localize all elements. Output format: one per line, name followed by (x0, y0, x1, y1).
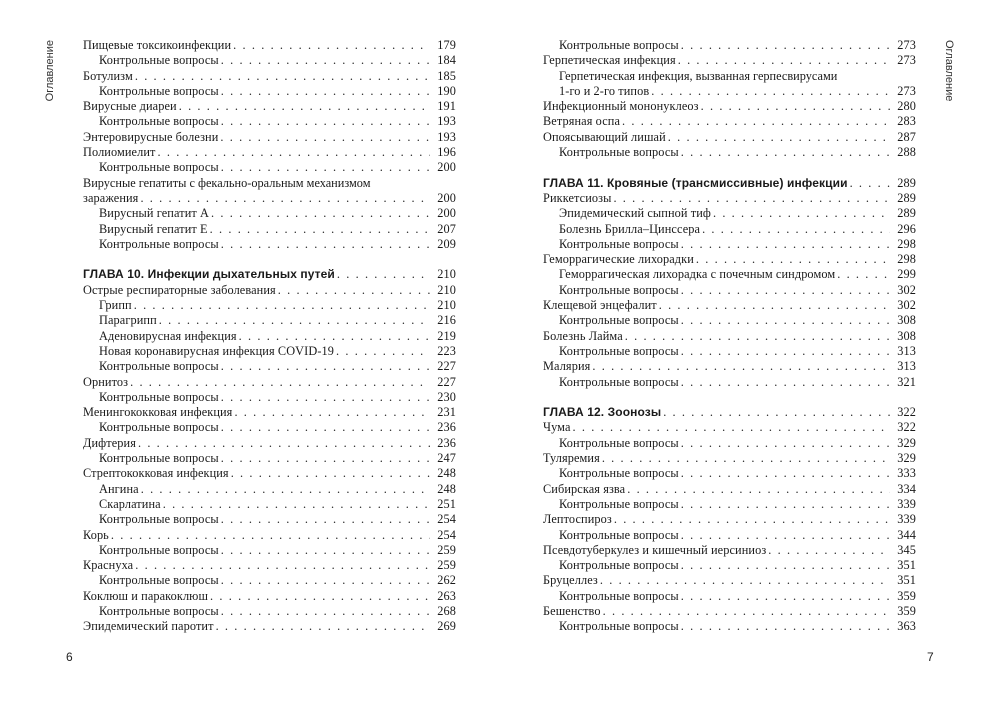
toc-entry[interactable] (83, 283, 456, 298)
toc-entry[interactable] (543, 466, 916, 481)
toc-entry-page: 219 (437, 328, 456, 343)
toc-entry[interactable] (543, 252, 916, 267)
toc-entry-title: Контрольные вопросы (99, 114, 219, 129)
toc-entry-title: Контрольные вопросы (559, 466, 679, 481)
toc-entry-title: Ангина (99, 481, 139, 496)
toc-entry-page: 298 (897, 236, 916, 251)
toc-entry[interactable] (83, 145, 456, 160)
toc-entry-page: 210 (437, 267, 456, 282)
toc-entry-page: 283 (897, 114, 916, 129)
toc-entry-page: 210 (437, 298, 456, 313)
toc-entry-page: 308 (897, 313, 916, 328)
toc-entry-page: 363 (897, 619, 916, 634)
toc-entry[interactable] (543, 84, 916, 99)
toc-entry-page: 227 (437, 359, 456, 374)
toc-entry-title: Орнитоз (83, 374, 129, 389)
section-gap (543, 160, 916, 175)
toc-entry-page: 334 (897, 481, 916, 496)
toc-entry-page: 313 (897, 359, 916, 374)
section-gap (83, 252, 456, 267)
toc-entry-page: 247 (437, 451, 456, 466)
toc-entry-title: Контрольные вопросы (99, 160, 219, 175)
toc-entry-page: 299 (897, 267, 916, 282)
toc-entry[interactable] (83, 206, 456, 221)
toc-entry[interactable] (83, 528, 456, 543)
toc-entry-page: 200 (437, 160, 456, 175)
toc-entry[interactable] (83, 69, 456, 84)
toc-chapter[interactable] (83, 267, 456, 282)
toc-entry-page: 289 (897, 175, 916, 190)
toc-entry-title: Опоясывающий лишай (543, 129, 666, 144)
toc-entry-title: Бешенство (543, 603, 601, 618)
toc-entry-title: заражения (83, 190, 139, 205)
toc-entry[interactable] (543, 191, 916, 206)
toc-entry-page: 298 (897, 252, 916, 267)
toc-entry[interactable] (83, 191, 456, 206)
toc-entry-page: 254 (437, 527, 456, 542)
toc-entry-page: 344 (897, 527, 916, 542)
toc-chapter-title: ГЛАВА 11. Кровяные (трансмиссивные) инфекции (543, 175, 848, 190)
toc-entry-title: Клещевой энцефалит (543, 298, 657, 313)
toc-entry-page: 179 (437, 38, 456, 52)
toc-entry-title: Эпидемический паротит (83, 619, 214, 634)
toc-entry-title: Вирусные диареи (83, 99, 177, 114)
toc-entry-title: Пищевые токсикоинфекции (83, 38, 232, 52)
toc-entry[interactable] (543, 436, 916, 451)
toc-entry-page: 236 (437, 435, 456, 450)
toc-entry-page: 248 (437, 466, 456, 481)
toc-entry-page: 210 (437, 282, 456, 297)
toc-entry[interactable] (543, 528, 916, 543)
toc-entry-page: 302 (897, 298, 916, 313)
toc-entry-title: Полиомиелит (83, 145, 156, 160)
toc-entry[interactable] (83, 390, 456, 405)
toc-entry[interactable] (543, 283, 916, 298)
toc-entry-title: Новая коронавирусная инфекция COVID-19 (99, 343, 335, 358)
toc-entry-title: Контрольные вопросы (99, 236, 219, 251)
toc-entry[interactable] (543, 512, 916, 527)
toc-entry[interactable] (83, 329, 456, 344)
toc-entry[interactable] (83, 160, 456, 175)
toc-entry-page: 321 (897, 374, 916, 389)
toc-entry-title: Аденовирусная инфекция (99, 328, 237, 343)
toc-entry-title-line: Вирусные гепатиты с фекально-оральным механизмом (83, 175, 371, 190)
toc-entry-page: 302 (897, 282, 916, 297)
toc-entry-page: 193 (437, 129, 456, 144)
toc-entry[interactable] (83, 482, 456, 497)
toc-entry-title: Герпетическая инфекция (543, 53, 676, 68)
toc-entry-page: 196 (437, 145, 456, 160)
toc-entry[interactable] (83, 53, 456, 68)
toc-entry-title: Контрольные вопросы (559, 343, 679, 358)
toc-entry-page: 200 (437, 190, 456, 205)
toc-entry[interactable] (543, 298, 916, 313)
toc-entry-title: Псевдотуберкулез и кишечный иерсиниоз (543, 542, 767, 557)
toc-entry-page: 296 (897, 221, 916, 236)
toc-entry-title: Туляремия (543, 451, 600, 466)
toc-entry-page: 190 (437, 83, 456, 98)
toc-entry-page: 230 (437, 389, 456, 404)
toc-entry-title: Менингококковая инфекция (83, 405, 233, 420)
toc-entry[interactable] (83, 619, 456, 634)
toc-entry-title: Контрольные вопросы (559, 588, 679, 603)
toc-entry[interactable] (543, 145, 916, 160)
toc-entry[interactable] (543, 497, 916, 512)
toc-entry-title: Геморрагические лихорадки (543, 252, 694, 267)
toc-entry[interactable] (543, 558, 916, 573)
toc-entry-title: Эпидемический сыпной тиф (559, 206, 711, 221)
toc-entry[interactable] (83, 497, 456, 512)
toc-entry[interactable] (543, 267, 916, 282)
toc-entry-page: 339 (897, 512, 916, 527)
toc-entry[interactable] (83, 313, 456, 328)
toc-entry-page: 231 (437, 405, 456, 420)
toc-entry-page: 345 (897, 542, 916, 557)
toc-entry-title: Стрептококковая инфекция (83, 466, 229, 481)
toc-entry-title: Корь (83, 527, 109, 542)
toc-entry[interactable] (543, 313, 916, 328)
toc-entry[interactable] (83, 436, 456, 451)
toc-entry-title: Чума (543, 420, 571, 435)
toc-entry-title: 1-го и 2-го типов (559, 83, 650, 98)
running-header-right: Оглавление (943, 40, 955, 102)
toc-entry-title: Контрольные вопросы (559, 145, 679, 160)
toc-entry[interactable] (83, 573, 456, 588)
toc-entry[interactable] (83, 114, 456, 129)
toc-entry[interactable] (83, 344, 456, 359)
toc-entry-title: Контрольные вопросы (559, 558, 679, 573)
toc-entry-title: Контрольные вопросы (99, 420, 219, 435)
toc-chapter[interactable] (543, 176, 916, 191)
toc-entry-page: 308 (897, 328, 916, 343)
toc-entry-title: Дифтерия (83, 435, 136, 450)
toc-entry[interactable] (83, 543, 456, 558)
toc-entry-page: 185 (437, 68, 456, 83)
toc-entry-page: 184 (437, 53, 456, 68)
toc-entry[interactable] (543, 543, 916, 558)
toc-entry[interactable] (543, 237, 916, 252)
toc-entry[interactable] (543, 451, 916, 466)
toc-entry[interactable] (543, 53, 916, 68)
page-number: 7 (927, 650, 934, 664)
toc-entry-page: 236 (437, 420, 456, 435)
toc-entry-title: Контрольные вопросы (559, 527, 679, 542)
toc-entry[interactable] (543, 38, 916, 53)
toc-entry-title: Контрольные вопросы (99, 603, 219, 618)
toc-entry[interactable] (543, 206, 916, 221)
section-gap (543, 390, 916, 405)
toc-entry-page: 207 (437, 221, 456, 236)
toc-entry-title: Контрольные вопросы (559, 435, 679, 450)
toc-entry[interactable] (83, 558, 456, 573)
toc-chapter-title: ГЛАВА 10. Инфекции дыхательных путей (83, 267, 335, 282)
toc-entry[interactable] (83, 298, 456, 313)
toc-entry-title: Болезнь Брилла–Цинссера (559, 221, 701, 236)
toc-entry-page: 254 (437, 512, 456, 527)
toc-entry-page: 259 (437, 558, 456, 573)
toc-entry-page: 329 (897, 435, 916, 450)
toc-entry-title: Контрольные вопросы (559, 236, 679, 251)
toc-entry[interactable] (543, 375, 916, 390)
toc-entry[interactable] (83, 237, 456, 252)
toc-entry-title: Контрольные вопросы (559, 313, 679, 328)
toc-entry-title: Коклюш и паракоклюш (83, 588, 209, 603)
toc-entry[interactable] (83, 420, 456, 435)
toc-entry-page: 273 (897, 38, 916, 52)
toc-entry-title: Контрольные вопросы (559, 282, 679, 297)
toc-entry-title: Скарлатина (99, 496, 161, 511)
toc-entry-page: 289 (897, 190, 916, 205)
toc-entry[interactable] (543, 222, 916, 237)
toc-entry-title: Бруцеллез (543, 573, 598, 588)
toc-entry-page: 313 (897, 343, 916, 358)
toc-entry-page: 209 (437, 236, 456, 251)
toc-entry-title-line: Герпетическая инфекция, вызванная герпесвирусами (559, 68, 838, 83)
toc-entry-title: Контрольные вопросы (99, 359, 219, 374)
toc-entry-title: Острые респираторные заболевания (83, 282, 276, 297)
toc-right (543, 38, 916, 635)
toc-entry[interactable] (543, 482, 916, 497)
page-number: 6 (66, 650, 73, 664)
toc-entry-title: Ботулизм (83, 68, 133, 83)
toc-entry-page: 200 (437, 206, 456, 221)
toc-entry[interactable] (83, 466, 456, 481)
toc-entry-page: 273 (897, 83, 916, 98)
toc-entry-page: 263 (437, 588, 456, 603)
toc-entry-title: Контрольные вопросы (559, 374, 679, 389)
toc-entry[interactable] (543, 420, 916, 435)
toc-entry-title: Геморрагическая лихорадка с почечным синдромом (559, 267, 836, 282)
toc-entry[interactable] (83, 604, 456, 619)
toc-entry-page: 280 (897, 99, 916, 114)
toc-entry-title: Риккетсиозы (543, 190, 612, 205)
toc-entry-title: Контрольные вопросы (99, 53, 219, 68)
toc-entry[interactable] (543, 573, 916, 588)
toc-entry-page: 288 (897, 145, 916, 160)
toc-entry-title: Контрольные вопросы (99, 83, 219, 98)
toc-entry[interactable] (83, 84, 456, 99)
right-page (500, 0, 1000, 707)
toc-entry-title: Контрольные вопросы (99, 389, 219, 404)
toc-entry-page: 273 (897, 53, 916, 68)
toc-entry-page: 289 (897, 206, 916, 221)
toc-entry-title: Краснуха (83, 558, 134, 573)
toc-entry[interactable] (83, 451, 456, 466)
toc-entry-title: Контрольные вопросы (559, 38, 679, 52)
toc-entry-page: 351 (897, 573, 916, 588)
toc-entry-title: Болезнь Лайма (543, 328, 623, 343)
toc-entry-page: 248 (437, 481, 456, 496)
toc-entry-page: 322 (897, 420, 916, 435)
toc-entry-title: Ветряная оспа (543, 114, 621, 129)
toc-entry-title: Инфекционный мононуклеоз (543, 99, 699, 114)
toc-entry-title: Грипп (99, 298, 132, 313)
toc-entry[interactable] (83, 375, 456, 390)
toc-entry-title: Контрольные вопросы (559, 496, 679, 511)
toc-entry-page: 287 (897, 129, 916, 144)
toc-entry-title: Сибирская язва (543, 481, 626, 496)
toc-entry-title: Вирусный гепатит Е (99, 221, 208, 236)
toc-entry-page: 193 (437, 114, 456, 129)
toc-entry-page: 359 (897, 603, 916, 618)
toc-entry[interactable] (543, 344, 916, 359)
toc-entry-title: Энтеровирусные болезни (83, 129, 219, 144)
toc-entry[interactable] (83, 512, 456, 527)
toc-entry[interactable] (83, 99, 456, 114)
toc-entry-page: 262 (437, 573, 456, 588)
toc-entry[interactable] (543, 619, 916, 634)
toc-entry-page: 227 (437, 374, 456, 389)
toc-entry-title: Лептоспироз (543, 512, 612, 527)
toc-entry-title: Контрольные вопросы (99, 573, 219, 588)
toc-entry-title: Контрольные вопросы (559, 619, 679, 634)
toc-entry[interactable] (83, 222, 456, 237)
toc-chapter[interactable] (543, 405, 916, 420)
toc-entry-page: 333 (897, 466, 916, 481)
toc-entry-page: 268 (437, 603, 456, 618)
toc-entry[interactable] (83, 38, 456, 53)
toc-entry-page: 259 (437, 542, 456, 557)
toc-entry-page: 329 (897, 451, 916, 466)
toc-entry[interactable] (83, 589, 456, 604)
toc-entry[interactable] (543, 114, 916, 129)
toc-entry[interactable] (83, 359, 456, 374)
toc-entry-title: Контрольные вопросы (99, 512, 219, 527)
toc-entry-title: Вирусный гепатит А (99, 206, 210, 221)
toc-left (83, 38, 456, 635)
toc-entry[interactable] (543, 99, 916, 114)
toc-entry-page: 339 (897, 496, 916, 511)
toc-entry-title: Контрольные вопросы (99, 451, 219, 466)
toc-entry-page: 269 (437, 619, 456, 634)
toc-entry[interactable] (543, 329, 916, 344)
toc-entry-page: 359 (897, 588, 916, 603)
toc-entry-page: 322 (897, 405, 916, 420)
toc-entry-title: Малярия (543, 359, 591, 374)
toc-chapter-title: ГЛАВА 12. Зоонозы (543, 405, 662, 420)
toc-entry[interactable] (83, 405, 456, 420)
toc-entry-title: Контрольные вопросы (99, 542, 219, 557)
toc-entry[interactable] (543, 130, 916, 145)
toc-entry-page: 351 (897, 558, 916, 573)
toc-entry-page: 216 (437, 313, 456, 328)
toc-entry[interactable] (543, 589, 916, 604)
toc-entry-page: 251 (437, 496, 456, 511)
toc-entry[interactable] (543, 604, 916, 619)
running-header-left: Оглавление (44, 40, 56, 102)
toc-entry[interactable] (543, 359, 916, 374)
toc-entry-page: 191 (437, 99, 456, 114)
toc-entry-page: 223 (437, 343, 456, 358)
toc-entry[interactable] (83, 130, 456, 145)
toc-entry-title: Парагрипп (99, 313, 157, 328)
